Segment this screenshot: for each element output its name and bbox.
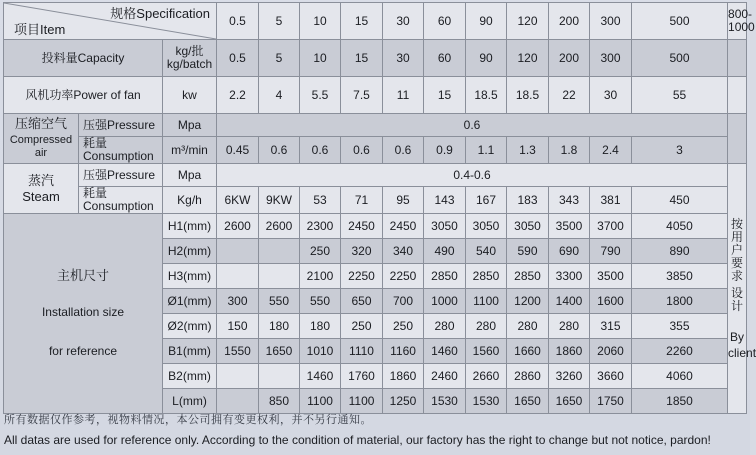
value-cell: 320	[341, 239, 383, 264]
table-row	[4, 114, 747, 137]
steam-pressure-unit: Mpa	[163, 164, 217, 187]
value-cell: 3260	[549, 364, 590, 389]
value-cell: 1460	[300, 364, 341, 389]
value-cell: 250	[300, 239, 341, 264]
value-cell: 3050	[507, 214, 549, 239]
value-cell	[259, 264, 300, 289]
empty-cell	[728, 77, 747, 114]
size-header: 30	[383, 3, 424, 40]
steam-label-cn: 蒸汽	[27, 173, 54, 188]
table-row	[4, 137, 747, 164]
value-cell: 1560	[466, 339, 507, 364]
value-cell: 120	[507, 40, 549, 77]
value-cell: 18.5	[466, 77, 507, 114]
value-cell: 3300	[549, 264, 590, 289]
value-cell: 55	[632, 77, 728, 114]
value-cell: 450	[632, 187, 728, 214]
value-cell: 1650	[549, 389, 590, 414]
value-cell: 11	[383, 77, 424, 114]
value-cell: 700	[383, 289, 424, 314]
value-cell: 540	[466, 239, 507, 264]
size-header: 500	[632, 3, 728, 40]
value-cell: 2450	[383, 214, 424, 239]
note-english: All datas are used for reference only. According to the condition of material, our factory has the right to change but not notice, pardon!	[4, 433, 711, 447]
value-cell: 1.3	[507, 137, 549, 164]
value-cell: 6KW	[217, 187, 259, 214]
value-cell: 90	[466, 40, 507, 77]
unit-line: kg/batch	[166, 57, 213, 71]
value-cell: 690	[549, 239, 590, 264]
by-client-cn: 按用户要求	[731, 216, 744, 283]
fan-label: 风机功率Power of fan	[4, 77, 163, 114]
value-cell: 71	[341, 187, 383, 214]
table-row	[4, 214, 747, 239]
value-cell: 15	[424, 77, 466, 114]
value-cell: 1160	[383, 339, 424, 364]
value-cell: 0.6	[341, 137, 383, 164]
value-cell: 30	[590, 77, 632, 114]
table-row	[4, 40, 747, 77]
table-row	[4, 3, 747, 40]
value-cell: 18.5	[507, 77, 549, 114]
size-header-last: 800-1000	[728, 3, 747, 40]
size-header: 5	[259, 3, 300, 40]
steam-pressure-label: 压强Pressure	[79, 164, 163, 187]
value-cell: 250	[383, 314, 424, 339]
value-cell: 5.5	[300, 77, 341, 114]
capacity-unit	[163, 40, 217, 77]
value-cell: 1660	[507, 339, 549, 364]
value-cell: 2260	[632, 339, 728, 364]
value-cell: 1460	[424, 339, 466, 364]
dimensions-label	[4, 214, 163, 414]
value-cell: 3700	[590, 214, 632, 239]
air-pressure-label: 压强Pressure	[79, 114, 163, 137]
value-cell: 95	[383, 187, 424, 214]
value-cell: 2.4	[590, 137, 632, 164]
value-cell: 1650	[507, 389, 549, 414]
size-header: 90	[466, 3, 507, 40]
value-cell: 180	[259, 314, 300, 339]
value-cell: 2.2	[217, 77, 259, 114]
value-cell: 1550	[217, 339, 259, 364]
value-cell: 0.6	[383, 137, 424, 164]
size-header: 0.5	[217, 3, 259, 40]
value-cell: 1850	[632, 389, 728, 414]
value-cell	[217, 364, 259, 389]
dimension-label: Ø2(mm)	[163, 314, 217, 339]
value-cell: 1750	[590, 389, 632, 414]
value-cell: 2250	[341, 264, 383, 289]
spec-header-label: 规格Specification	[110, 6, 211, 21]
value-cell	[217, 389, 259, 414]
value-cell: 3500	[590, 264, 632, 289]
unit-line: kg/批	[175, 44, 204, 58]
note-chinese: 所有数据仅作参考，视物料情况，本公司拥有变更权利，并不另行通知。	[4, 414, 372, 426]
dimension-label: H3(mm)	[163, 264, 217, 289]
fan-unit: kw	[163, 77, 217, 114]
value-cell: 1860	[383, 364, 424, 389]
value-cell: 3050	[466, 214, 507, 239]
air-label-en: Compressed air	[9, 134, 73, 159]
value-cell: 280	[507, 314, 549, 339]
value-cell: 343	[549, 187, 590, 214]
empty-cell	[728, 40, 747, 77]
table-row	[4, 164, 747, 187]
value-cell: 0.9	[424, 137, 466, 164]
size-header: 300	[590, 3, 632, 40]
value-cell: 30	[383, 40, 424, 77]
header-corner	[4, 3, 217, 40]
steam-label	[4, 164, 79, 214]
value-cell: 2600	[217, 214, 259, 239]
value-cell: 280	[549, 314, 590, 339]
value-cell: 2250	[383, 264, 424, 289]
value-cell: 1400	[549, 289, 590, 314]
value-cell: 2850	[424, 264, 466, 289]
value-cell: 2460	[424, 364, 466, 389]
value-cell: 1100	[300, 389, 341, 414]
value-cell: 2660	[466, 364, 507, 389]
value-cell: 200	[549, 40, 590, 77]
value-cell: 355	[632, 314, 728, 339]
value-cell: 2850	[466, 264, 507, 289]
value-cell: 3	[632, 137, 728, 164]
value-cell: 1530	[466, 389, 507, 414]
value-cell: 790	[590, 239, 632, 264]
compressed-air-label	[4, 114, 79, 164]
value-cell: 7.5	[341, 77, 383, 114]
by-client-cell	[728, 164, 756, 414]
value-cell: 1000	[424, 289, 466, 314]
value-cell: 1530	[424, 389, 466, 414]
air-consumption-label: 耗量Consumption	[79, 137, 163, 164]
value-cell: 3050	[424, 214, 466, 239]
air-pressure-unit: Mpa	[163, 114, 217, 137]
value-cell: 0.45	[217, 137, 259, 164]
by-client-en: By	[730, 329, 745, 344]
value-cell: 3850	[632, 264, 728, 289]
value-cell: 4060	[632, 364, 728, 389]
dimensions-label-cn: 主机尺寸	[56, 268, 109, 283]
value-cell: 1100	[341, 389, 383, 414]
size-header: 15	[341, 3, 383, 40]
value-cell: 2850	[507, 264, 549, 289]
size-header: 200	[549, 3, 590, 40]
dimension-label: B2(mm)	[163, 364, 217, 389]
value-cell: 1650	[259, 339, 300, 364]
value-cell: 1100	[466, 289, 507, 314]
size-header: 10	[300, 3, 341, 40]
steam-pressure-value: 0.4-0.6	[217, 164, 728, 187]
value-cell: 2300	[300, 214, 341, 239]
table-row	[4, 77, 747, 114]
value-cell: 0.6	[300, 137, 341, 164]
size-header: 120	[507, 3, 549, 40]
value-cell: 300	[217, 289, 259, 314]
by-client-cn: 设计	[731, 285, 744, 313]
value-cell: 280	[424, 314, 466, 339]
value-cell: 22	[549, 77, 590, 114]
value-cell: 10	[300, 40, 341, 77]
dimension-label: H2(mm)	[163, 239, 217, 264]
value-cell: 1860	[549, 339, 590, 364]
value-cell: 15	[341, 40, 383, 77]
value-cell: 167	[466, 187, 507, 214]
value-cell: 2100	[300, 264, 341, 289]
value-cell: 1110	[341, 339, 383, 364]
steam-label-en: Steam	[22, 189, 60, 204]
value-cell: 150	[217, 314, 259, 339]
value-cell: 2600	[259, 214, 300, 239]
value-cell: 0.5	[217, 40, 259, 77]
dimension-label: H1(mm)	[163, 214, 217, 239]
value-cell	[217, 264, 259, 289]
value-cell: 340	[383, 239, 424, 264]
value-cell: 0.6	[259, 137, 300, 164]
item-header-label: 项目Item	[14, 22, 66, 37]
size-header: 60	[424, 3, 466, 40]
value-cell: 183	[507, 187, 549, 214]
value-cell: 650	[341, 289, 383, 314]
value-cell	[259, 364, 300, 389]
by-client-en: client	[728, 345, 756, 360]
value-cell: 315	[590, 314, 632, 339]
value-cell: 4050	[632, 214, 728, 239]
value-cell: 1.1	[466, 137, 507, 164]
value-cell: 550	[300, 289, 341, 314]
value-cell: 1010	[300, 339, 341, 364]
dimensions-label-en: for reference	[48, 344, 118, 358]
value-cell: 1250	[383, 389, 424, 414]
value-cell: 2860	[507, 364, 549, 389]
value-cell: 1760	[341, 364, 383, 389]
steam-consumption-label: 耗量Consumption	[79, 187, 163, 214]
dimension-label: Ø1(mm)	[163, 289, 217, 314]
value-cell: 2450	[341, 214, 383, 239]
value-cell: 1.8	[549, 137, 590, 164]
value-cell: 381	[590, 187, 632, 214]
value-cell: 590	[507, 239, 549, 264]
value-cell: 300	[590, 40, 632, 77]
dimensions-label-en: Installation size	[41, 305, 125, 319]
specification-table	[3, 2, 756, 414]
dimension-label: B1(mm)	[163, 339, 217, 364]
value-cell: 550	[259, 289, 300, 314]
value-cell: 490	[424, 239, 466, 264]
value-cell: 143	[424, 187, 466, 214]
value-cell: 280	[466, 314, 507, 339]
capacity-label: 投料量Capacity	[4, 40, 163, 77]
air-label-cn: 压缩空气	[14, 116, 67, 131]
air-consumption-unit: m³/min	[163, 137, 217, 164]
dimension-label: L(mm)	[163, 389, 217, 414]
steam-consumption-unit: Kg/h	[163, 187, 217, 214]
value-cell: 3660	[590, 364, 632, 389]
value-cell: 2060	[590, 339, 632, 364]
air-pressure-value: 0.6	[217, 114, 728, 137]
footnotes	[4, 411, 746, 447]
empty-cell	[728, 114, 747, 164]
value-cell: 1800	[632, 289, 728, 314]
value-cell: 1600	[590, 289, 632, 314]
value-cell: 3500	[549, 214, 590, 239]
table-row	[4, 187, 747, 214]
value-cell	[259, 239, 300, 264]
value-cell: 250	[341, 314, 383, 339]
value-cell: 1200	[507, 289, 549, 314]
value-cell: 53	[300, 187, 341, 214]
value-cell: 9KW	[259, 187, 300, 214]
value-cell: 5	[259, 40, 300, 77]
value-cell	[217, 239, 259, 264]
value-cell: 180	[300, 314, 341, 339]
value-cell: 890	[632, 239, 728, 264]
value-cell: 850	[259, 389, 300, 414]
value-cell: 60	[424, 40, 466, 77]
value-cell: 500	[632, 40, 728, 77]
value-cell: 4	[259, 77, 300, 114]
